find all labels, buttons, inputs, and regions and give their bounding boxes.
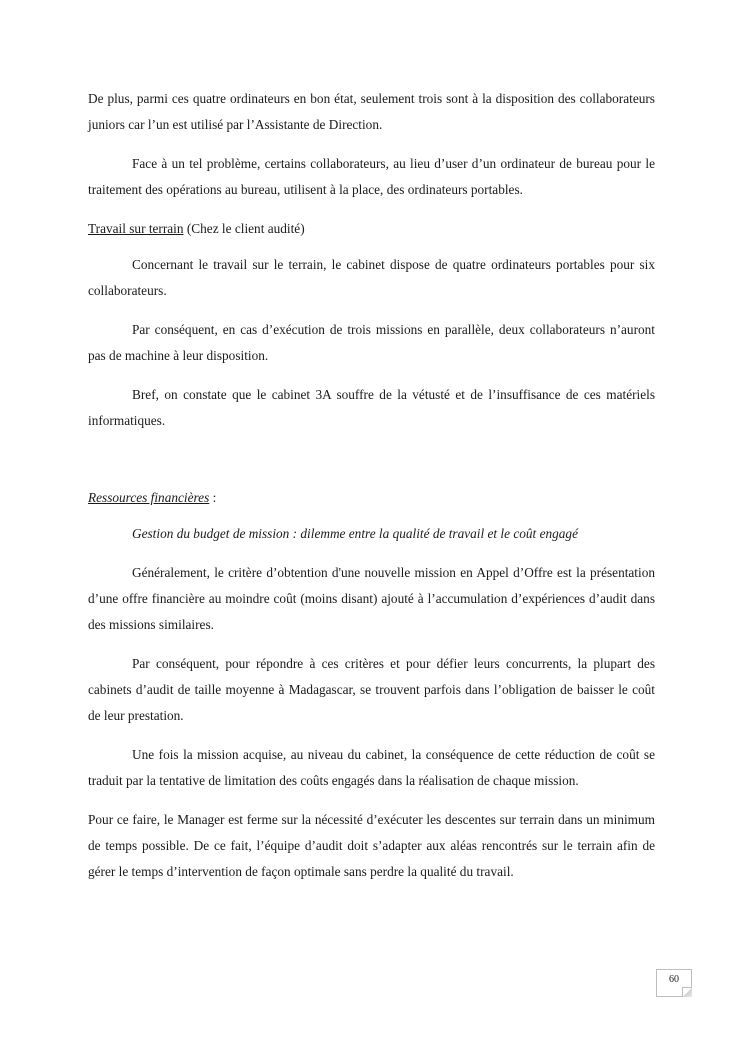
page-number: 60	[669, 974, 679, 985]
document-page	[88, 86, 655, 898]
heading-title: Ressources financières	[88, 490, 210, 505]
subsection-heading: Gestion du budget de mission : dilemme entre la qualité de travail et le coût engagé	[132, 526, 578, 541]
heading-note: (Chez le client audité)	[183, 221, 305, 236]
paragraph: Bref, on constate que le cabinet 3A souffre de la vétusté et de l’insuffisance de ces matériels informatiques.	[88, 387, 655, 428]
page-number-box	[656, 969, 692, 997]
paragraph: Concernant le travail sur le terrain, le cabinet dispose de quatre ordinateurs portables pour six collaborateurs.	[88, 257, 655, 298]
heading-suffix: :	[209, 490, 217, 505]
paragraph: Par conséquent, en cas d’exécution de trois missions en parallèle, deux collaborateurs n’auront pas de machine à leur disposition.	[88, 322, 655, 363]
paragraph: Généralement, le critère d’obtention d'une nouvelle mission en Appel d’Offre est la présentation d’une offre financière au moindre coût (moins disant) ajouté à l’accumulation d’expériences d’audit dans des missions similaires.	[88, 565, 655, 632]
paragraph: Face à un tel problème, certains collaborateurs, au lieu d’user d’un ordinateur de bureau pour le traitement des opérations au bureau, utilisent à la place, des ordinateurs portables.	[88, 156, 655, 197]
paragraph: De plus, parmi ces quatre ordinateurs en bon état, seulement trois sont à la disposition des collaborateurs juniors car l’un est utilisé par l’Assistante de Direction.	[88, 91, 655, 132]
paragraph: Une fois la mission acquise, au niveau du cabinet, la conséquence de cette réduction de coût se traduit par la tentative de limitation des coûts engagés dans la réalisation de chaque mission.	[88, 747, 655, 788]
paragraph: Pour ce faire, le Manager est ferme sur la nécessité d’exécuter les descentes sur terrain dans un minimum de temps possible. De ce fait, l’équipe d’audit doit s’adapter aux aléas rencontrés sur le terrain afin de gérer le temps d’intervention de façon optimale sans perdre la qualité du travail.	[88, 812, 655, 879]
spacer	[88, 447, 655, 485]
section-heading-finance	[88, 485, 655, 511]
page-curl-icon	[682, 987, 692, 997]
section-heading-terrain	[88, 216, 655, 242]
heading-title: Travail sur terrain	[88, 221, 184, 236]
paragraph: Par conséquent, pour répondre à ces critères et pour défier leurs concurrents, la plupart des cabinets d’audit de taille moyenne à Madagascar, se trouvent parfois dans l’obligation de baisser le coût de leur prestation.	[88, 656, 655, 723]
